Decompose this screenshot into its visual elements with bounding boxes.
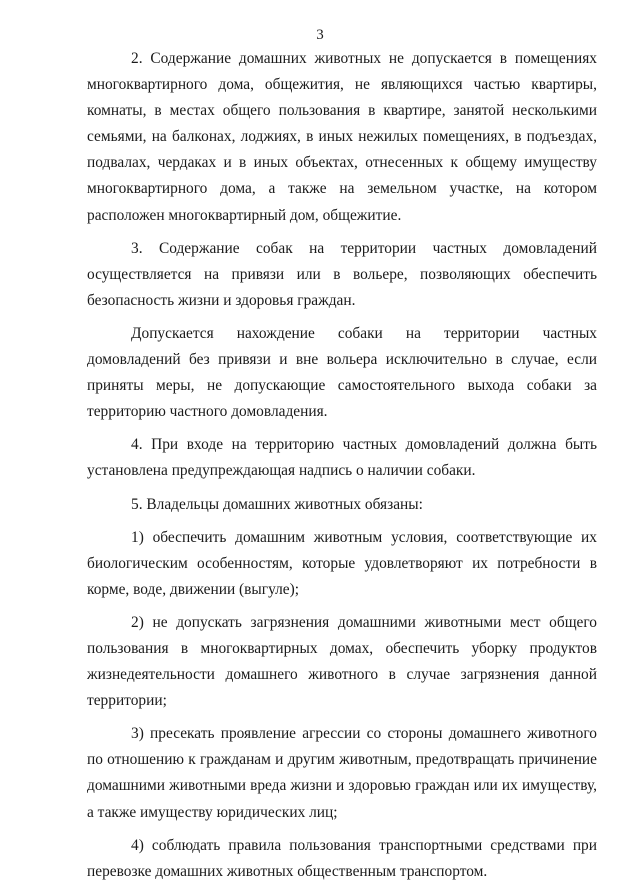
subitem-4: 4) соблюдать правила пользования транспортными средствами при перевозке домашних животных общественным транспортом. xyxy=(87,836,597,880)
paragraph-item-3-continued: Допускается нахождение собаки на территории частных домовладений без привязи и вне вольера исключительно в случае, если приняты меры, не допускающие самостоятельного выхода собаки за территорию частного домовладения. xyxy=(87,324,597,421)
document-body xyxy=(87,46,597,885)
paragraph-item-2: 2. Содержание домашних животных не допускается в помещениях многоквартирного дома, общежития, не являющихся частью квартиры, комнаты, в местах общего пользования в квартире, занятой несколькими семьями, на балконах, лоджиях, в иных нежилых помещениях, в подъездах, подвалах, чердаках и в иных объектах, отнесенных к общему имуществу многоквартирного дома, а также на земельном участке, на котором расположен многоквартирный дом, общежитие. xyxy=(87,50,597,224)
paragraph-item-5-heading: 5. Владельцы домашних животных обязаны: xyxy=(131,495,423,513)
page-number: 3 xyxy=(316,27,324,43)
subitem-2: 2) не допускать загрязнения домашними животными мест общего пользования в многоквартирных домах, обеспечить уборку продуктов жизнедеятельности домашнего животного в случае загрязнения данной территории; xyxy=(87,613,597,710)
subitem-3: 3) пресекать проявление агрессии со стороны домашнего животного по отношению к гражданам и другим животным, предотвращать причинение домашними животными вреда жизни и здоровью граждан или их имуществу, а также имуществу юридических лиц; xyxy=(87,725,597,821)
paragraph-item-3: 3. Содержание собак на территории частных домовладений осуществляется на привязи или в вольере, позволяющих обеспечить безопасность жизни и здоровья граждан. xyxy=(87,239,597,309)
paragraph-item-4: 4. При входе на территорию частных домовладений должна быть установлена предупреждающая надпись о наличии собаки. xyxy=(87,436,597,480)
subitem-1: 1) обеспечить домашним животным условия, соответствующие их биологическим особенностям, которые удовлетворяют их потребности в корме, воде, движении (выгуле); xyxy=(87,528,597,598)
